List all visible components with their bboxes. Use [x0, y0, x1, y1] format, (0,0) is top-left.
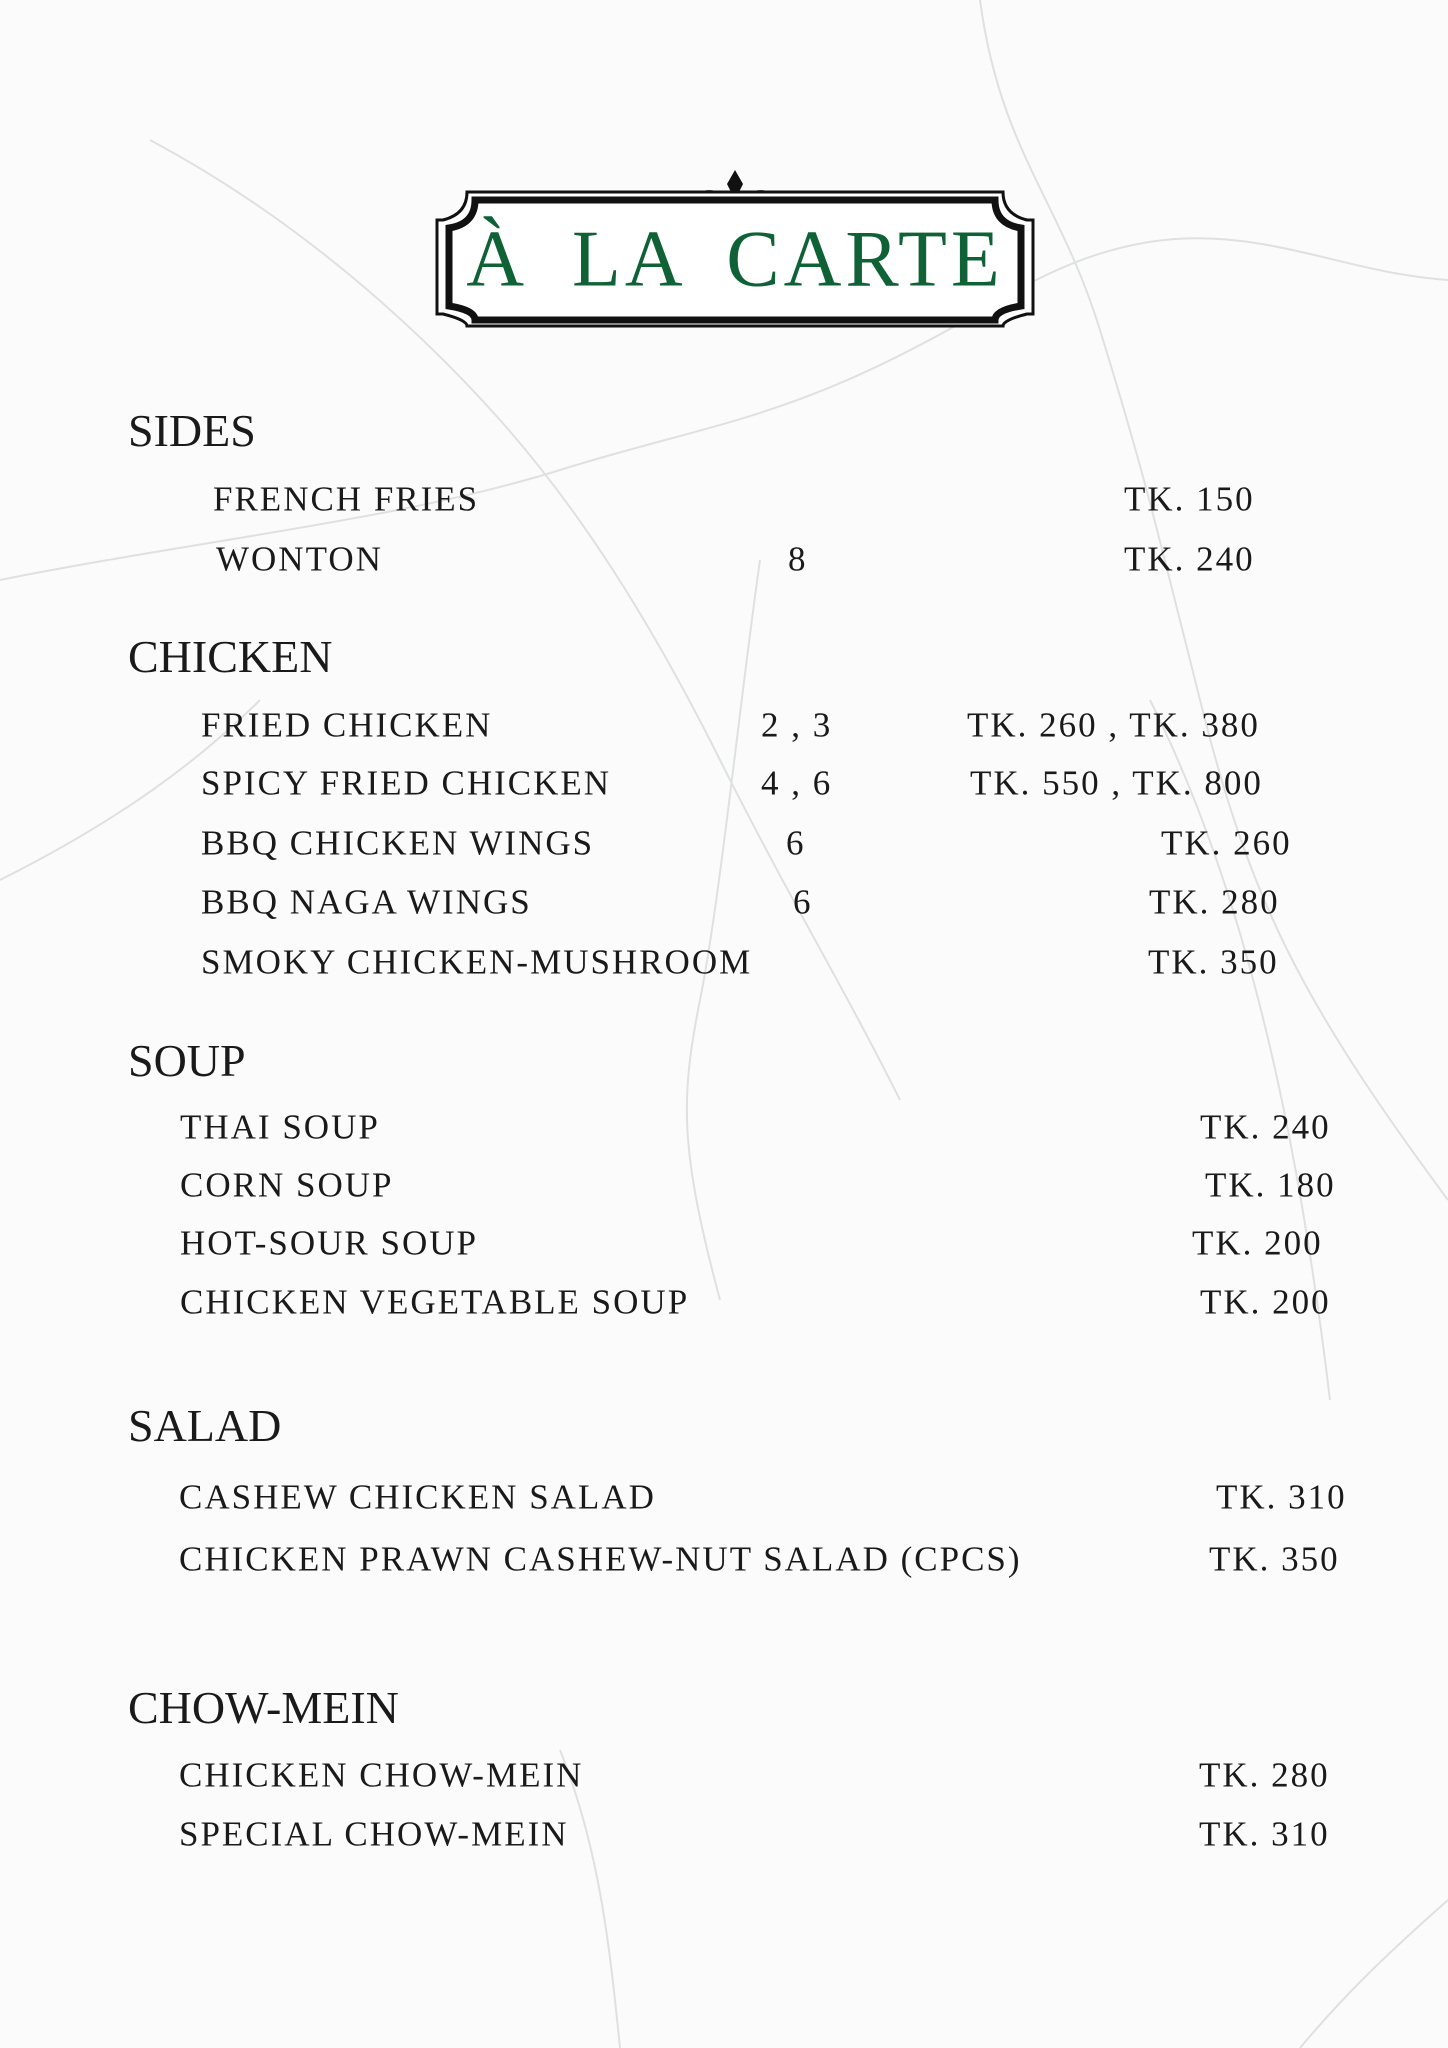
menu-item-price: TK. 260 , TK. 380	[967, 705, 1260, 745]
menu-item-name: SMOKY CHICKEN-MUSHROOM	[201, 942, 753, 982]
menu-item-qty: 8	[788, 539, 808, 579]
menu-item-name: BBQ NAGA WINGS	[201, 882, 532, 922]
menu-item-price: TK. 240	[1124, 539, 1255, 579]
title-badge	[431, 170, 1039, 330]
menu-item-name: SPICY FRIED CHICKEN	[201, 763, 612, 803]
menu-item-price: TK. 150	[1124, 479, 1255, 519]
menu-item-name: FRIED CHICKEN	[201, 705, 493, 745]
menu-item-name: CORN SOUP	[180, 1165, 394, 1205]
page-title: À LA CARTE	[466, 215, 1004, 304]
menu-item-name: SPECIAL CHOW-MEIN	[179, 1814, 569, 1854]
menu-item-price: TK. 200	[1200, 1282, 1331, 1322]
menu-item-price: TK. 350	[1209, 1539, 1340, 1579]
menu-item-price: TK. 260	[1161, 823, 1292, 863]
section-heading-chicken: CHICKEN	[128, 631, 333, 682]
menu-item-name: HOT-SOUR SOUP	[180, 1223, 478, 1263]
menu-item-qty: 6	[793, 882, 813, 922]
menu-item-name: BBQ CHICKEN WINGS	[201, 823, 595, 863]
menu-item-qty: 4 , 6	[761, 763, 833, 803]
menu-item-name: CHICKEN VEGETABLE SOUP	[180, 1282, 690, 1322]
menu-item-price: TK. 280	[1199, 1755, 1330, 1795]
menu-item-name: CASHEW CHICKEN SALAD	[179, 1477, 656, 1517]
menu-item-price: TK. 350	[1148, 942, 1279, 982]
menu-item-name: WONTON	[216, 539, 383, 579]
menu-item-name: CHICKEN CHOW-MEIN	[179, 1755, 584, 1795]
section-heading-soup: SOUP	[128, 1035, 246, 1086]
menu-item-name: THAI SOUP	[180, 1107, 380, 1147]
menu-item-price: TK. 240	[1200, 1107, 1331, 1147]
section-heading-sides: SIDES	[128, 405, 256, 456]
section-heading-salad: SALAD	[128, 1400, 282, 1451]
section-heading-chow-mein: CHOW-MEIN	[128, 1682, 399, 1733]
menu-item-price: TK. 180	[1205, 1165, 1336, 1205]
menu-item-price: TK. 550 , TK. 800	[970, 763, 1263, 803]
menu-item-price: TK. 310	[1216, 1477, 1347, 1517]
menu-item-price: TK. 310	[1199, 1814, 1330, 1854]
menu-item-price: TK. 200	[1192, 1223, 1323, 1263]
menu-item-price: TK. 280	[1149, 882, 1280, 922]
menu-item-name: CHICKEN PRAWN CASHEW-NUT SALAD (CPCS)	[179, 1539, 1022, 1579]
menu-item-qty: 6	[786, 823, 806, 863]
menu-item-qty: 2 , 3	[761, 705, 833, 745]
menu-item-name: FRENCH FRIES	[213, 479, 480, 519]
